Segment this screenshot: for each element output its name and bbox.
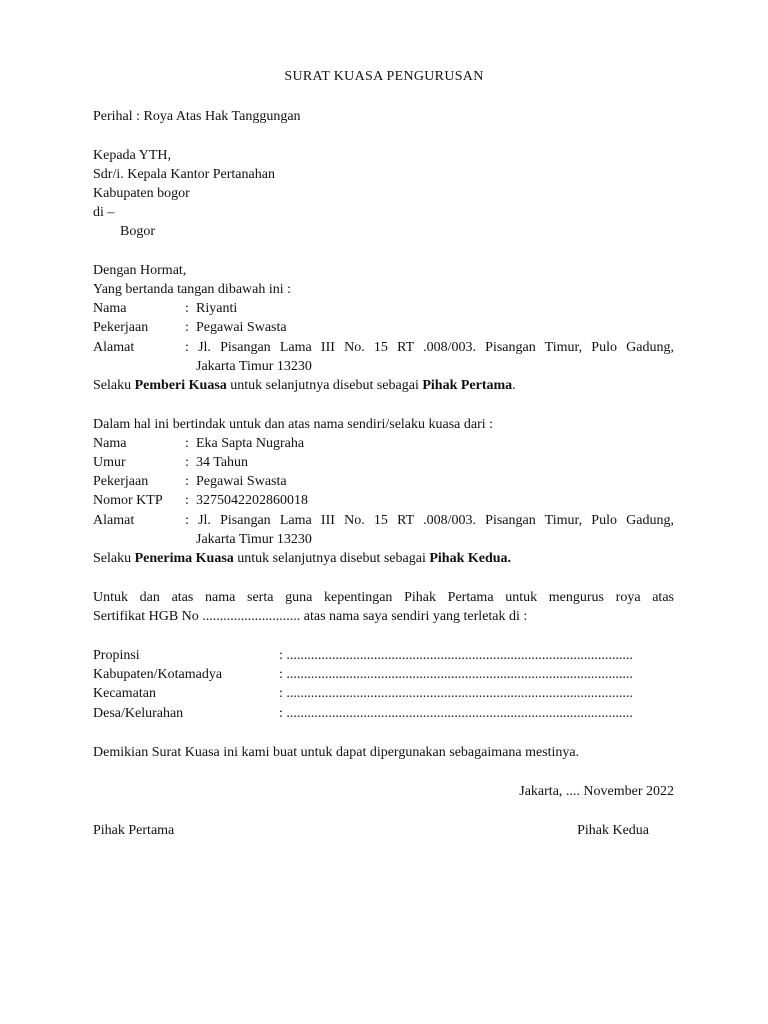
second-party-intro: Dalam hal ini bertindak untuk dan atas nama sendiri/selaku kuasa dari : <box>93 417 494 432</box>
signature-second-party: Pihak Kedua <box>577 823 649 838</box>
province-blank: : ................................................................................................... <box>279 648 633 663</box>
statement-party: Pihak Kedua. <box>429 551 512 566</box>
regency-blank: : ................................................................................................... <box>279 667 633 682</box>
first-party-address-value: : Jl. Pisangan Lama III No. 15 RT .008/003. Pisangan Timur, Pulo Gadung, <box>185 340 674 355</box>
second-party-job-value: Pegawai Swasta <box>196 474 287 489</box>
second-party-name-value: Eka Sapta Nugraha <box>196 436 305 451</box>
statement-role: Pemberi Kuasa <box>134 378 227 393</box>
place-date: Jakarta, .... November 2022 <box>519 784 674 799</box>
recipient-line-1: Kepada YTH, <box>93 148 172 163</box>
purpose-line-1: Untuk dan atas nama serta guna kepentingan Pihak Pertama untuk mengurus roya atas <box>93 590 674 605</box>
second-party-age-value: 34 Tahun <box>196 455 249 470</box>
province-label: Propinsi <box>93 648 140 663</box>
second-party-name-label: Nama <box>93 436 127 451</box>
colon: : <box>185 320 189 335</box>
recipient-line-5: Bogor <box>120 224 155 239</box>
document-title: SURAT KUASA PENGURUSAN <box>284 69 484 84</box>
district-blank: : ................................................................................................... <box>279 686 633 701</box>
recipient-line-2: Sdr/i. Kepala Kantor Pertanahan <box>93 167 275 182</box>
second-party-ktp-value: 3275042202860018 <box>196 493 308 508</box>
statement-middle: untuk selanjutnya disebut sebagai <box>226 378 423 393</box>
second-party-address-value: : Jl. Pisangan Lama III No. 15 RT .008/003. Pisangan Timur, Pulo Gadung, <box>185 513 674 528</box>
intro-text: Yang bertanda tangan dibawah ini : <box>93 282 292 297</box>
village-label: Desa/Kelurahan <box>93 706 184 721</box>
village-blank: : ................................................................................................... <box>279 706 633 721</box>
closing-statement: Demikian Surat Kuasa ini kami buat untuk dapat dipergunakan sebagaimana mestinya. <box>93 745 580 760</box>
second-party-statement <box>93 549 511 568</box>
subject-line: Perihal : Roya Atas Hak Tanggungan <box>93 109 301 124</box>
statement-prefix: Selaku <box>93 378 135 393</box>
colon: : <box>185 474 189 489</box>
first-party-address-label: Alamat <box>93 340 135 355</box>
first-party-job-label: Pekerjaan <box>93 320 149 335</box>
second-party-age-label: Umur <box>93 455 126 470</box>
second-party-address-label: Alamat <box>93 513 135 528</box>
first-party-statement <box>93 376 516 395</box>
statement-role: Penerima Kuasa <box>134 551 234 566</box>
statement-prefix: Selaku <box>93 551 135 566</box>
recipient-line-4: di – <box>93 205 115 220</box>
first-party-job-value: Pegawai Swasta <box>196 320 287 335</box>
colon: : <box>185 455 189 470</box>
colon: : <box>185 436 189 451</box>
colon: : <box>185 493 189 508</box>
second-party-address-continuation: Jakarta Timur 13230 <box>196 532 312 547</box>
recipient-line-3: Kabupaten bogor <box>93 186 190 201</box>
colon: : <box>185 301 189 316</box>
regency-label: Kabupaten/Kotamadya <box>93 667 223 682</box>
greeting: Dengan Hormat, <box>93 263 187 278</box>
statement-party: Pihak Pertama <box>422 378 513 393</box>
second-party-job-label: Pekerjaan <box>93 474 149 489</box>
second-party-ktp-label: Nomor KTP <box>93 493 163 508</box>
first-party-name-value: Riyanti <box>196 301 238 316</box>
signature-first-party: Pihak Pertama <box>93 823 175 838</box>
district-label: Kecamatan <box>93 686 156 701</box>
first-party-name-label: Nama <box>93 301 127 316</box>
purpose-line-2: Sertifikat HGB No ............................ atas nama saya sendiri yang terletak di : <box>93 609 528 624</box>
statement-suffix: . <box>512 378 516 393</box>
statement-middle: untuk selanjutnya disebut sebagai <box>233 551 430 566</box>
first-party-address-continuation: Jakarta Timur 13230 <box>196 359 312 374</box>
